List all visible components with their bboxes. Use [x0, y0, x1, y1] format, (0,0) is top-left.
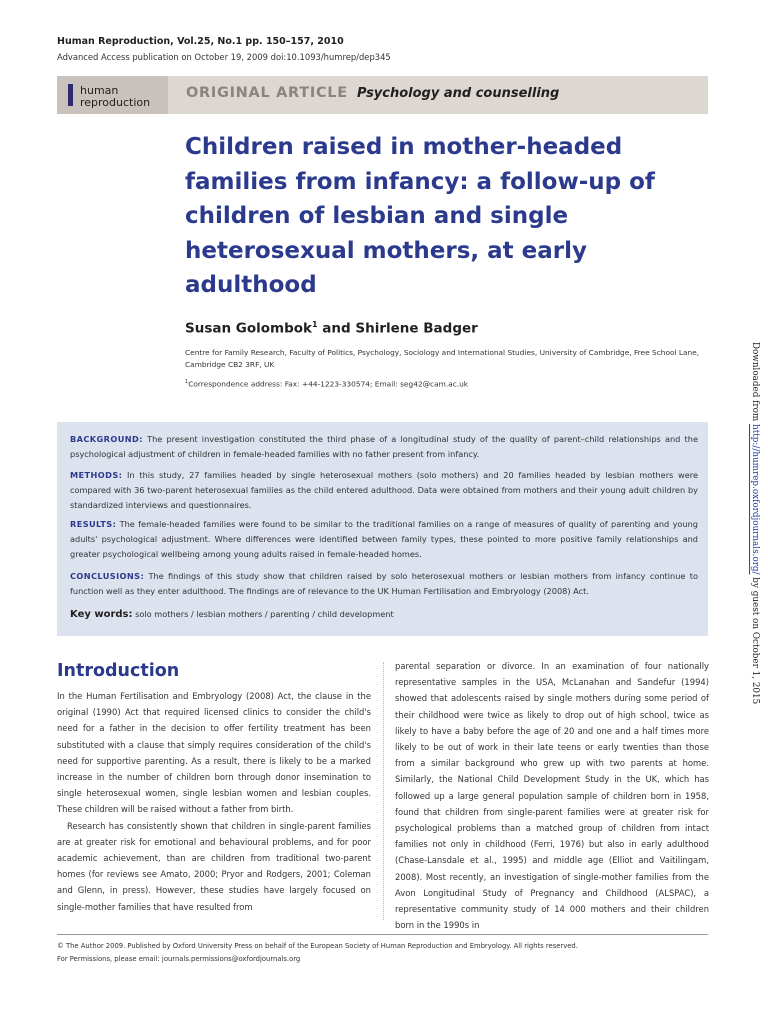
footer-permissions: For Permissions, please email: journals.permissions@oxfordjournals.org	[57, 955, 301, 963]
article-section: Psychology and counselling	[357, 86, 560, 101]
intro-paragraph-2: Research has consistently shown that children in single-parent families are at greater risk for emotional and behavioural problems, and for poor academic achievement, than are children from traditional two-parent homes (for reviews see Amato, 2000; Pryor and Rodgers, 2001; Coleman and Glenn, in press). However, these studies have largely focused on single-mother families that have resulted from	[57, 820, 371, 912]
journal-citation: Human Reproduction, Vol.25, No.1 pp. 150–157, 2010	[57, 36, 344, 47]
abstract-results	[70, 517, 698, 562]
body-column-right	[395, 658, 709, 933]
download-prefix: Downloaded from	[750, 342, 760, 425]
abstract-methods	[70, 468, 698, 513]
correspondence	[185, 379, 468, 388]
download-suffix: by guest on October 1, 2015	[750, 574, 760, 705]
abstract-methods-text: In this study, 27 families headed by single heterosexual mothers (solo mothers) and 20 families headed by lesbian mothers were compared with 36 two-parent heterosexual families as the child entered adulthood. Data were obtained from mothers and their young adult children by standardized interviews and questionnaires.	[70, 470, 698, 510]
download-link[interactable]: http://humrep.oxfordjournals.org/	[750, 424, 760, 575]
keywords-label: Key words:	[70, 609, 133, 620]
article-type: ORIGINAL ARTICLE	[186, 85, 348, 101]
correspondence-mark: 1	[185, 379, 189, 385]
abstract-results-label: RESULTS:	[70, 519, 117, 529]
abstract-conclusions	[70, 569, 698, 599]
logo-bar-icon	[68, 84, 73, 106]
section-heading-introduction: Introduction	[57, 661, 180, 681]
author-1-affil-mark: 1	[312, 320, 318, 329]
intro-paragraph-1: In the Human Fertilisation and Embryology (2008) Act, the clause in the original (1990) Act that required licensed clinics to consider the child's need for a father in the decision to offer fertility treatment has been substituted with a clause that simply requires consideration of the child's need for supportive parenting. As a result, there is likely to be a marked increase in the number of children born through donor insemination to single heterosexual women, single lesbian women and lesbian couples. These children will be raised without a father from birth.	[57, 691, 371, 815]
abstract-conclusions-text: The findings of this study show that children raised by solo heterosexual mothers or lesbian mothers from infancy continue to function well as they enter adulthood. The findings are of relevance to the UK Human Fertilisation and Embryology (2008) Act.	[70, 571, 698, 596]
logo-line2: reproduction	[80, 96, 151, 109]
logo-line1: human	[80, 84, 119, 97]
abstract-results-text: The female-headed families were found to be similar to the traditional families on a range of measures of quality of parenting and young adults' psychological adjustment. Where differences were identified between family types, these pointed to more positive family relationships and greater psychological wellbeing among young adults raised in female-headed homes.	[70, 519, 698, 559]
author-1: Susan Golombok	[185, 320, 313, 337]
footer-rule	[57, 934, 708, 935]
footer-copyright: © The Author 2009. Published by Oxford University Press on behalf of the European Society of Human Reproduction and Embryology. All rights reserved.	[57, 942, 578, 950]
keywords-text: solo mothers / lesbian mothers / parenting / child development	[135, 609, 394, 619]
publication-info: Advanced Access publication on October 19, 2009 doi:10.1093/humrep/dep345	[57, 52, 391, 62]
column-divider	[383, 662, 384, 920]
affiliation: Centre for Family Research, Faculty of Politics, Psychology, Sociology and International Studies, University of Cambridge, Free School Lane, Cambridge CB2 3RF, UK	[185, 348, 700, 369]
abstract-conclusions-label: CONCLUSIONS:	[70, 571, 145, 581]
abstract-background-label: BACKGROUND:	[70, 434, 143, 444]
author-list	[185, 320, 478, 337]
abstract-background-text: The present investigation constituted the third phase of a longitudinal study of the quality of parent–child relationships and the psychological adjustment of children in female-headed families with no father present from infancy.	[70, 434, 698, 459]
body-column-left	[57, 688, 371, 915]
download-watermark	[748, 342, 760, 705]
keywords	[70, 609, 394, 620]
abstract-background	[70, 432, 698, 462]
correspondence-text: Correspondence address: Fax: +44-1223-330574; Email: seg42@cam.ac.uk	[188, 379, 469, 389]
abstract-methods-label: METHODS:	[70, 470, 123, 480]
author-2: and Shirlene Badger	[317, 320, 478, 337]
article-title: Children raised in mother-headed families from infancy: a follow-up of children of lesbian and single heterosexual mothers, at early adulthood	[185, 134, 655, 299]
intro-paragraph-3: parental separation or divorce. In an examination of four nationally representative samples in the USA, McLanahan and Sandefur (1994) showed that adolescents raised by single mothers during some period of their childhood were twice as likely to drop out of high school, twice as likely to have a baby before the age of 20 and one and a half times more likely to be out of work in their late teens or early twenties than those from a similar background who grew up with two parents at home. Similarly, the National Child Development Study in the UK, which has followed up a large general population sample of children born in 1958, found that children from single-parent families were at greater risk for psychological problems than a matched group of children from intact families not only in childhood (Ferri, 1976) but also in early adulthood (Chase-Lansdale et al., 1995) and middle age (Elliot and Vaitilingam, 2008). Most recently, an investigation of single-mother families from the Avon Longitudinal Study of Pregnancy and Childhood (ALSPAC), a representative community study of 14 000 mothers and their children born in the 1990s in	[395, 661, 709, 931]
